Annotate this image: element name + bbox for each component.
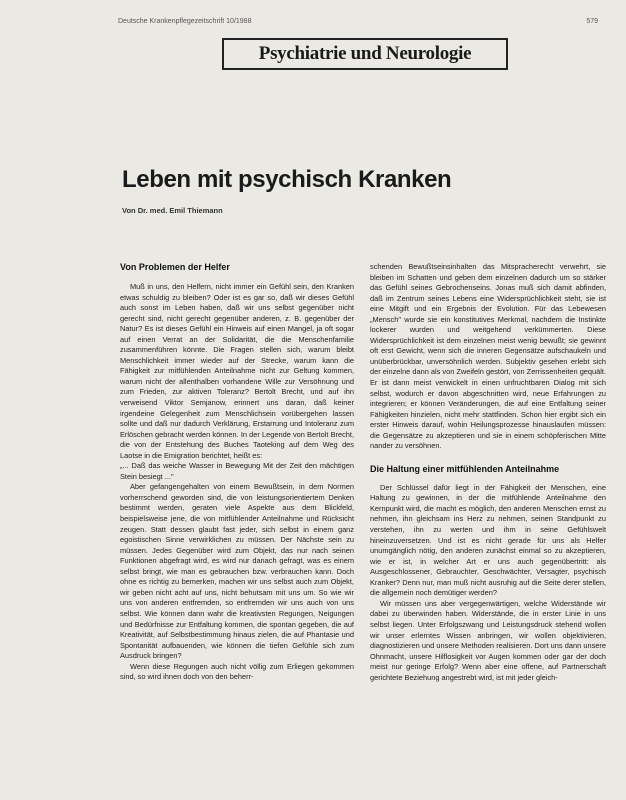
article-author: Von Dr. med. Emil Thiemann [122,206,223,215]
paragraph: Muß in uns, den Helfern, nicht immer ein Gefühl sein, den Kranken etwas schuldig zu bleiben? Oder ist es gar so, daß wir dieses Gefühl auch sonst im Leben haben, daß wir uns selbst gegenüber nicht gerecht sind, nicht gerecht gegenüber anderen, z. B. gegenüber der Natur? Es ist dieses Gefühl ein Hinweis auf einen Mangel, ja oft sogar auf einen Verrat an der Solidarität, die die Menschenfamilie zusammenführen könnte. Die Fragen stellen sich, warum bleibt Menschlichkeit immer wieder auf der Strecke, warum kann die Fähigkeit zur mitfühlenden Anteilnahme nicht zur Geltung kommen, warum nicht der allenthalben vorhandene Wille zur Versöhnung und zum Frieden, zur aktiven Toleranz? Bertolt Brecht, und auf ihn verweisend Viktor Semjanow, erinnert uns daran, daß keiner irgendeine Gelegenheit zum Menschlichsein vorübergehen lassen sollte und daß nur dadurch Verklärung, Erstarrung und Intoleranz zum Erlöschen gebracht werden können. In der Legende von Bertolt Brecht, die von der Entstehung des Buches Taoteking auf dem Weg des Laotse in die Emigration berichtet, heißt es: [120,282,354,460]
journal-name: Deutsche Krankenpflegezeitschrift 10/1988 [118,18,252,25]
left-column [120,262,354,683]
right-column-heading: Die Haltung einer mitfühlenden Anteilnahme [370,463,560,474]
paragraph: schenden Bewußtseinsinhalten das Mitspracherecht verwehrt, sie bleiben im Schatten und geben dem einzelnen dadurch um so stärker das Gefühl seines Gebrochenseins. Jonas muß sich damit abfinden, daß im Zentrum seines Lebens eine Widersprüchlichkeit steht, sie ist eine Mitgift und ein Ergebnis der Evolution. Für das Lebewesen „Mensch" wurde sie ein konstitutives Merkmal, nachdem die Instinkte lockerer wurden und weitgehend verkümmerten. Diese Widersprüchlichkeit ist dem einzelnen meist wenig bewußt; sie gewinnt oft erst Gewicht, wenn sich die inneren Gegensätze aufschaukeln und unüberbrückbar, unversöhnlich werden. Subjektiv gesehen erlebt sich der einzelne dann als von Zweifeln gestört, von Zerrissenheiten gequält. Er ist dann meist verwickelt in einen unfruchtbaren Dialog mit sich selbst, wodurch er davon abgeschnitten wird, neue Erfahrungen zu integrieren; er können Veränderungen, die auf eine Entfaltung seiner Fähigkeiten hinzielen, nicht mehr stattfinden. Schon hier ergibt sich ein erster Hinweis darauf, wohin Heilungsprozesse hinauslaufen müssen: die Gegensätze zu akzeptieren und sie in einem schöpferischen Mitte nander zu versöhnen. [370,262,606,451]
article-title: Leben mit psychisch Kranken [122,166,452,193]
paragraph: Wenn diese Regungen auch nicht völlig zum Erliegen gekommen sind, so wird ihnen doch von den beherr- [120,661,354,682]
right-column [370,262,606,683]
paragraph: Wir müssen uns aber vergegenwärtigen, welche Widerstände wir dabei zu überwinden haben. Widerstände, die in erster Linie in uns selbst liegen. Unter Erfolgszwang und Leistungsdruck stehend wollen wir unser erlerntes Wissen anbringen, wir wollen objektivieren, diagnostizieren und unsere Methoden realisieren. Dort uns dann unsere Ohnmacht, unsere Hilflosigkeit vor Augen kommen oder gar der doch meist nur geringe Erfolg? Wenn aber eine offene, auf Partnerschaft gerichtete Beziehung angestrebt wird, ist mit jeder gleich- [370,598,606,682]
section-label-box [222,38,508,70]
left-column-heading: Von Problemen der Helfer [120,262,230,272]
section-label: Psychiatrie und Neurologie [258,43,472,64]
page-number: 579 [586,18,598,25]
paragraph: Aber gefangengehalten von einem Bewußtsein, in dem Normen vorherrschend geworden sind, die von leistungsorientiertem Denken bestimmt werden, geraten viele Aspekte aus dem Blickfeld, beispielsweise jene, die von mitfühlender Anteilnahme und Rücksicht zeugen. Statt dessen glaubt fast jeder, sich selbst in einem ganz egoistischen Sinne verwirklichen zu müssen. Der Nächste sein zu müssen. Jedes Gegenüber wird zum Objekt, das nur nach seinen Funktionen abgefragt wird, es wird nur danach gefragt, was es einem selbst bringt, wie man es gebrauchen bzw. verbrauchen kann. Doch ohne es richtig zu bemerken, machen wir uns selbst auch zum Objekt, wir geben nicht acht auf uns, nicht behutsam mit uns um. So wie wir uns von anderen entfremden, so entfremden wir uns auch von uns selbst. Wie können dann wahr die kreativsten Regungen, Neigungen und Bedürfnisse zur Entfaltung kommen, die spontan gegeben, die auf Kreativität, auf Selbstbestimmung hinaus zielen, die auf Phantasie und Spontanität aufbauenden, wie können die tiefen Gefühle sich zum Ausdruck bringen? [120,482,354,661]
quote: „... Daß das weiche Wasser in Bewegung Mit der Zeit den mächtigen Stein besiegt ..." [120,461,354,481]
paragraph: Der Schlüssel dafür liegt in der Fähigkeit der Menschen, eine Haltung zu gewinnen, in der die mitfühlende Anteilnahme den Kernpunkt wird, die macht es möglich, den anderen Menschen ernst zu nehmen, ihn gleichsam ins Herz zu nehmen, seinen Standpunkt zu verstehen, ihn zu werten und ihm in seine Gefühlswelt hineinzuversetzen. Und ist es nicht gerade für uns als Helfer unumgänglich nötig, den anderen zunächst einmal so zu akzeptieren, wie er ist, in welcher Art er uns auch gegenübertritt: als Ausgeschlossener, Gebrauchter, Geschwächter, Versagter, psychisch Kranker? Denn nur, man muß nicht ausruhig auf die Seite derer stellen, die allgemein noch demütiger werden? [370,482,606,598]
